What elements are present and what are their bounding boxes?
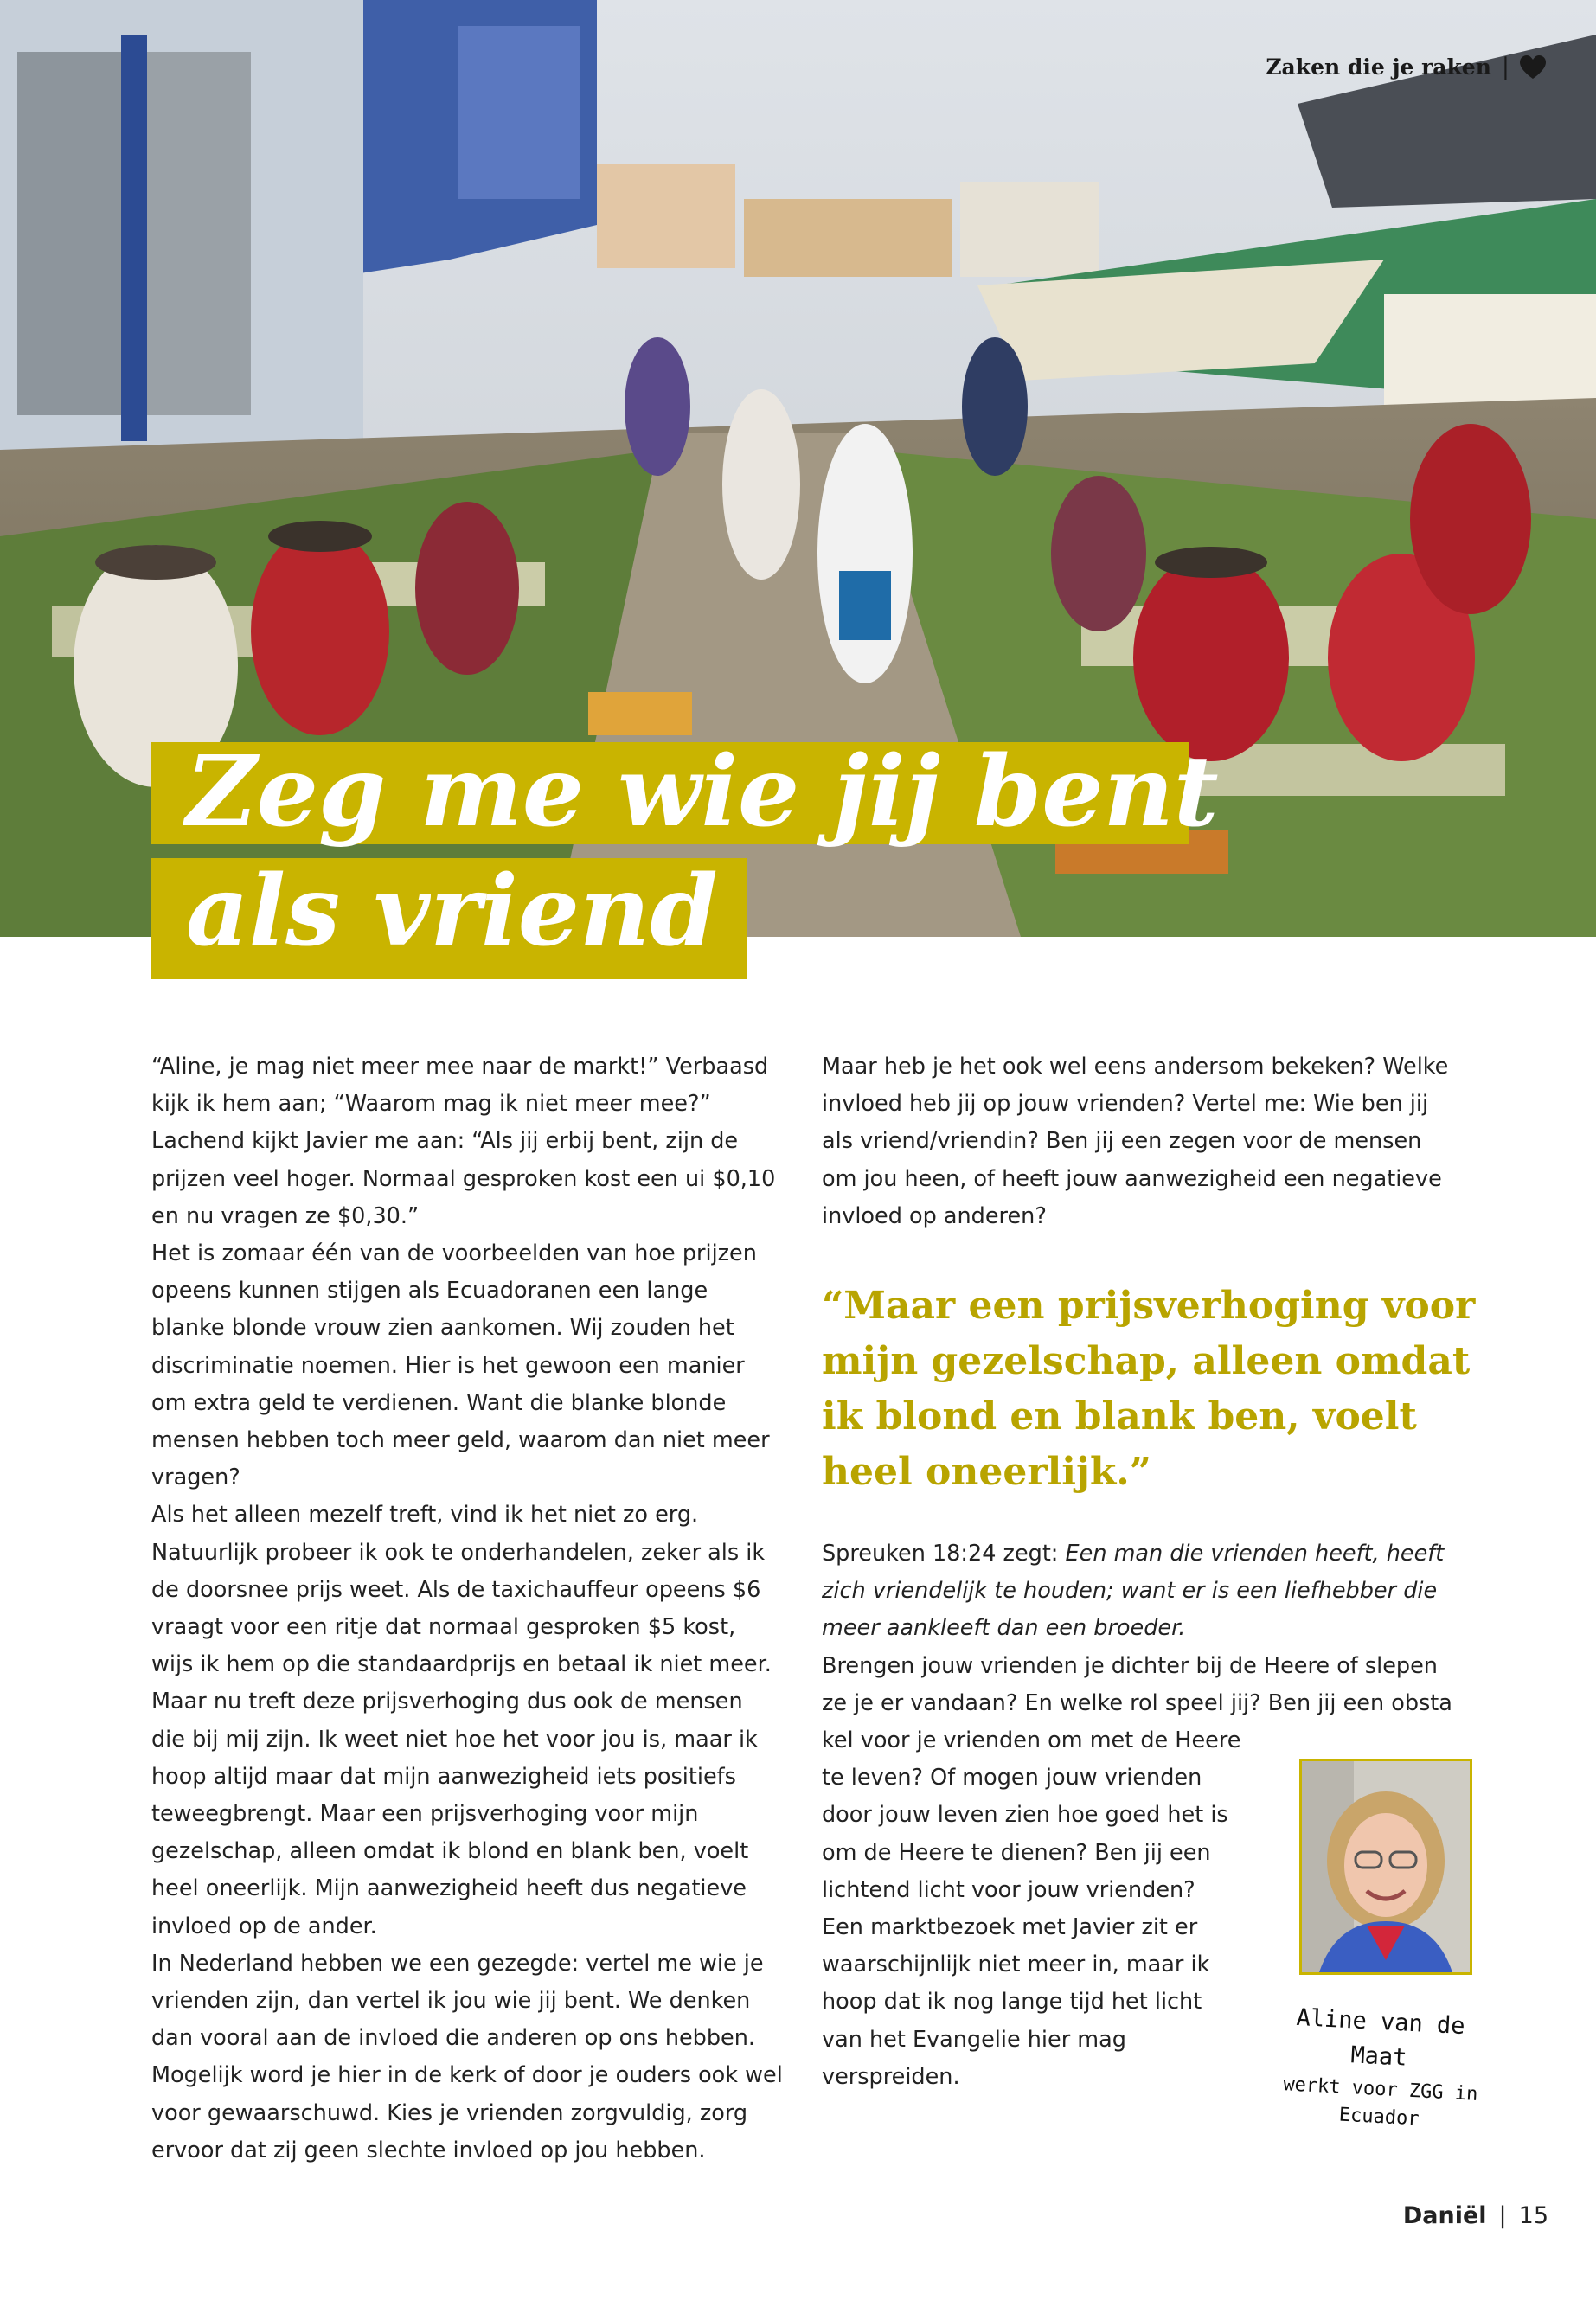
section-tag bbox=[1266, 54, 1546, 80]
paragraph: Brengen jouw vrienden je dichter bij de Heere of slepen ze je er vandaan? En welke rol speel jij? Ben jij een obsta bbox=[822, 1652, 1452, 1716]
section-separator: | bbox=[1501, 54, 1509, 80]
paragraph: Maar heb je het ook wel eens andersom bekeken? Welke invloed heb jij op jouw vrienden? Vertel me: Wie ben jij als vriend/vriendin? Ben jij een zegen voor de mensen om jou heen, of heeft jouw aanwezigheid een negatieve invloed op anderen? bbox=[822, 1054, 1449, 1229]
page-footer bbox=[1403, 2202, 1548, 2229]
verse-reference: Spreuken 18:24 zegt: bbox=[822, 1541, 1066, 1567]
paragraph: In Nederland hebben we een gezegde: vertel me wie je vrienden zijn, dan vertel ik jou wie jij bent. We denken dan vooral aan de invloed die anderen op ons hebben. Mogelijk word je hier in de kerk of door je ouders ook wel voor gewaarschuwd. Kies je vrienden zorgvuldig, zorg ervoor dat zij geen slechte invloed op jou hebben. bbox=[151, 1950, 783, 2163]
page-number: 15 bbox=[1518, 2202, 1548, 2229]
body-right-intro bbox=[822, 1048, 1462, 1235]
magazine-name: Daniël bbox=[1402, 2202, 1487, 2229]
paragraph: Het is zomaar één van de voorbeelden van hoe prijzen opeens kunnen stijgen als Ecuadoranen een lange blanke blonde vrouw zien aankomen. Wij zouden het discriminatie noemen. Hier is het gewoon een manier om extra geld te verdienen. Want die blanke blonde mensen hebben toch meer geld, waarom dan niet meer vragen? bbox=[151, 1240, 770, 1491]
paragraph: Maar nu treft deze prijsverhoging dus ook de mensen die bij mij zijn. Ik weet niet hoe het voor jou is, maar ik hoop altijd maar dat mijn aanwezigheid iets positiefs teweegbrengt. Maar een prijsverhoging voor mijn gezelschap, alleen omdat ik blond en blank ben, voelt heel oneerlijk. Mijn aanwezigheid heeft dus negatieve invloed op de ander. bbox=[151, 1689, 758, 1939]
heart-icon bbox=[1520, 55, 1546, 80]
body-left-column bbox=[151, 1048, 783, 2170]
pull-quote: “Maar een prijsverhoging voor mijn gezelschap, alleen omdat ik blond en blank ben, voelt heel oneerlijk.” bbox=[822, 1284, 1476, 1494]
paragraph: Als het alleen mezelf treft, vind ik het niet zo erg. Natuurlijk probeer ik ook te onderhandelen, zeker als ik de doorsnee prijs weet. Als de taxichauffeur opeens $6 vraagt voor een ritje dat normaal gesproken $5 kost, wijs ik hem op die standaardprijs en betaal ik niet meer. bbox=[151, 1502, 772, 1678]
paragraph: “Aline, je mag niet meer mee naar de markt!” Verbaasd kijk ik hem aan; “Waarom mag ik niet meer mee?” Lachend kijkt Javier me aan: “Als jij erbij bent, zijn de prijzen veel hoger. Normaal gesproken kost een ui $0,10 en nu vragen ze $0,30.” bbox=[151, 1054, 776, 1229]
paragraph-narrow: kel voor je vrienden om met de Heere te leven? Of mogen jouw vrienden door jouw leven zien hoe goed het is om de Heere te dienen? Ben jij een lichtend licht voor jouw vrienden? bbox=[822, 1727, 1241, 1903]
verse-text: Een man die vrienden heeft, heeft zich vriendelijk te houden; want er is een liefhebber die meer aankleeft dan een broeder. bbox=[822, 1541, 1445, 1642]
author-name: Aline van de Maat bbox=[1295, 2003, 1466, 2072]
footer-separator: | bbox=[1498, 2202, 1507, 2229]
verse-paragraph bbox=[822, 1535, 1462, 1648]
section-label: Zaken die je raken bbox=[1266, 54, 1491, 80]
article-title-line-2: als vriend bbox=[151, 858, 747, 979]
closing-paragraph: Een marktbezoek met Javier zit er waarschijnlijk niet meer in, maar ik hoop dat ik nog lange tijd het licht van het Evangelie hier mag verspreiden. bbox=[822, 1914, 1210, 2090]
author-photo bbox=[1299, 1759, 1472, 1975]
author-role: werkt voor ZGG in Ecuador bbox=[1282, 2073, 1478, 2131]
article-title-line-1: Zeg me wie jij bent bbox=[151, 742, 1189, 844]
